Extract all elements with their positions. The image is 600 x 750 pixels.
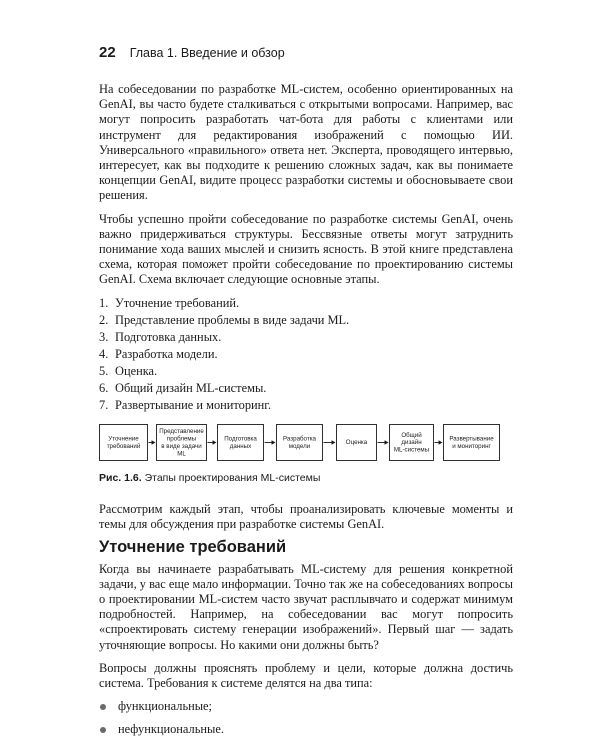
page-header bbox=[99, 44, 285, 61]
list-item bbox=[99, 296, 513, 311]
arrow-head-icon bbox=[385, 440, 389, 444]
bullet-item bbox=[99, 722, 513, 737]
list-item bbox=[99, 347, 513, 362]
diagram-box-label: модели bbox=[288, 442, 311, 450]
list-item-label: Общий дизайн ML-системы. bbox=[115, 380, 267, 395]
diagram-box-label: ML-системы bbox=[393, 446, 430, 454]
list-item-number: 6. bbox=[99, 380, 109, 395]
list-item bbox=[99, 330, 513, 345]
pipeline-diagram bbox=[99, 423, 513, 463]
list-item-number: 3. bbox=[99, 329, 109, 344]
diagram-box-label: Подготовка bbox=[224, 435, 257, 443]
bullet-text: функциональные; bbox=[118, 699, 212, 714]
diagram-box-label: Развертывание bbox=[449, 435, 494, 443]
paragraph-structure: Чтобы успешно пройти собеседование по разработке системы GenAI, очень важно придерживаться структуры. Бессвязные ответы могут затруднить понимание хода ваших мыслей и снизить ясность. В этой книге представлена схема, которая поможет пройти собеседование по проектированию системы GenAI. Схема включает следующие основные этапы. bbox=[99, 211, 513, 287]
bullet-text: нефункциональные. bbox=[118, 722, 224, 737]
list-item-number: 4. bbox=[99, 346, 109, 361]
paragraph-requirements: Вопросы должны прояснять проблему и цели, которые должна достичь система. Требования к системе делятся на два типа: bbox=[99, 660, 513, 691]
bullet-item bbox=[99, 699, 513, 714]
diagram-box-label: ML bbox=[177, 450, 186, 458]
diagram-box-label: дизайн bbox=[401, 439, 422, 447]
list-item bbox=[99, 381, 513, 396]
diagram-box-label: проблемы bbox=[166, 435, 197, 443]
list-item bbox=[99, 313, 513, 328]
diagram-box-label: Представление bbox=[159, 427, 204, 435]
list-item-label: Развертывание и мониторинг. bbox=[115, 397, 272, 412]
requirement-types-list bbox=[99, 699, 513, 737]
list-item-label: Оценка. bbox=[115, 363, 158, 378]
diagram-box-label: Уточнение bbox=[108, 435, 139, 443]
list-item-number: 1. bbox=[99, 295, 109, 310]
diagram-box-label: в виде задачи bbox=[161, 442, 202, 450]
section-heading: Уточнение требований bbox=[99, 538, 287, 557]
chapter-title: Глава 1. Введение и обзор bbox=[129, 46, 285, 60]
arrow-head-icon bbox=[152, 440, 156, 444]
diagram-box-label: и мониторинг bbox=[452, 442, 491, 450]
diagram-box-label: данных bbox=[229, 442, 252, 450]
diagram-box-label: Оценка bbox=[345, 439, 368, 447]
list-item-label: Разработка модели. bbox=[115, 346, 218, 361]
bullet-icon bbox=[100, 727, 106, 733]
figure-caption bbox=[99, 471, 513, 486]
diagram-box-label: требований bbox=[106, 442, 141, 450]
figure-label: Рис. 1.6. bbox=[99, 471, 142, 484]
diagram-box-label: Общий bbox=[401, 431, 422, 439]
list-item-label: Подготовка данных. bbox=[115, 329, 222, 344]
page-number: 22 bbox=[99, 44, 116, 61]
list-item-number: 2. bbox=[99, 312, 109, 327]
steps-list bbox=[99, 296, 513, 413]
list-item-number: 5. bbox=[99, 363, 109, 378]
arrow-head-icon bbox=[332, 440, 336, 444]
paragraph-transition: Рассмотрим каждый этап, чтобы проанализировать ключевые моменты и темы для обсуждения при разработке системы GenAI. bbox=[99, 502, 513, 532]
list-item-label: Уточнение требований. bbox=[115, 295, 240, 310]
bullet-icon bbox=[100, 704, 106, 710]
paragraph-intro: На собеседовании по разработке ML-систем, особенно ориентированных на GenAI, вы часто будете сталкиваться с открытыми вопросами. Например, вас могут попросить разработать чат-бота для работы с клиентами или инструмент для редактирования изображений с помощью ИИ. Универсального «правильного» ответа нет. Эксперта, проводящего интервью, интересует, как вы подходите к решению сложных задач, как вы понимаете концепции GenAI, видите процесс разработки системы и обосновываете свои решения. bbox=[99, 82, 513, 203]
arrow-head-icon bbox=[439, 440, 443, 444]
arrow-head-icon bbox=[272, 440, 276, 444]
page-body bbox=[99, 82, 513, 746]
figure-caption-text: Этапы проектирования ML-системы bbox=[144, 471, 321, 484]
diagram-box-label: Разработка bbox=[283, 435, 316, 443]
list-item-number: 7. bbox=[99, 397, 109, 412]
list-item-label: Представление проблемы в виде задачи ML. bbox=[115, 312, 350, 327]
pipeline-diagram-svg bbox=[99, 423, 513, 463]
list-item bbox=[99, 398, 513, 413]
paragraph-clarify: Когда вы начинаете разрабатывать ML-систему для решения конкретной задачи, у вас еще мало информации. Точно так же на собеседованиях вопросы о проектировании ML-систем часто звучат расплывчато и содержат минимум подробностей. Например, на собеседовании вас могут попросить «спроектировать систему генерации изображений». Первый шаг — задать уточняющие вопросы. Но какими они должны быть? bbox=[99, 561, 513, 652]
arrow-head-icon bbox=[213, 440, 217, 444]
list-item bbox=[99, 364, 513, 379]
